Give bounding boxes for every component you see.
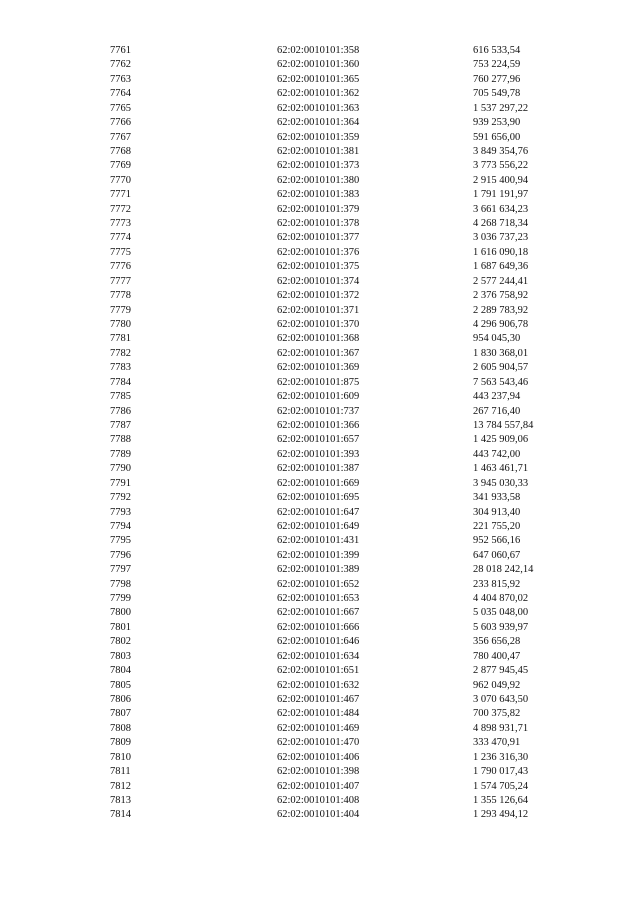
row-number-cell: 7778 [110,290,131,302]
table-row [110,722,593,736]
table-row [110,491,593,505]
cadastral-value-cell: 2 915 400,94 [473,174,529,186]
cadastral-number-cell: 62:02:0010101:407 [277,780,360,792]
table-row [110,44,593,58]
cadastral-number-cell: 62:02:0010101:652 [277,578,360,590]
row-number-cell: 7780 [110,319,131,331]
cadastral-value-cell: 1 537 297,22 [473,102,529,114]
cadastral-number-cell: 62:02:0010101:363 [277,102,360,114]
table-row [110,174,593,188]
cadastral-value-cell: 221 755,20 [473,520,521,532]
cadastral-number-cell: 62:02:0010101:358 [277,45,360,56]
row-number-cell: 7770 [110,174,131,186]
row-number-cell: 7772 [110,203,131,215]
cadastral-number-cell: 62:02:0010101:370 [277,319,360,331]
cadastral-number-cell: 62:02:0010101:634 [277,650,360,662]
cadastral-number-cell: 62:02:0010101:695 [277,492,360,504]
cadastral-number-cell: 62:02:0010101:469 [277,722,360,734]
cadastral-value-cell: 7 563 543,46 [473,376,529,388]
table-row [110,58,593,72]
table-row [110,736,593,750]
cadastral-value-cell: 443 742,00 [473,448,521,460]
cadastral-value-cell: 962 049,92 [473,679,521,691]
cadastral-value-table [110,44,593,823]
table-row [110,707,593,721]
cadastral-value-cell: 4 404 870,02 [473,593,529,605]
table-row [110,433,593,447]
cadastral-number-cell: 62:02:0010101:367 [277,347,360,359]
cadastral-value-cell: 1 425 909,06 [473,434,529,446]
row-number-cell: 7789 [110,448,131,460]
cadastral-value-cell: 356 656,28 [473,636,521,648]
cadastral-number-cell: 62:02:0010101:372 [277,290,360,302]
cadastral-value-cell: 3 945 030,33 [473,477,529,489]
cadastral-number-cell: 62:02:0010101:359 [277,131,360,143]
row-number-cell: 7807 [110,708,131,720]
cadastral-value-cell: 753 224,59 [473,59,521,71]
table-row [110,361,593,375]
cadastral-number-cell: 62:02:0010101:383 [277,189,360,201]
cadastral-value-cell: 443 237,94 [473,391,521,403]
cadastral-number-cell: 62:02:0010101:368 [277,333,360,345]
cadastral-value-cell: 952 566,16 [473,535,521,547]
cadastral-value-cell: 1 830 368,01 [473,347,529,359]
cadastral-value-cell: 1 616 090,18 [473,246,529,258]
row-number-cell: 7771 [110,189,131,201]
table-row [110,534,593,548]
row-number-cell: 7766 [110,117,131,129]
cadastral-number-cell: 62:02:0010101:399 [277,549,360,561]
table-row [110,650,593,664]
table-row [110,794,593,808]
table-row [110,635,593,649]
cadastral-value-cell: 3 070 643,50 [473,693,529,705]
cadastral-number-cell: 62:02:0010101:431 [277,535,360,547]
cadastral-number-cell: 62:02:0010101:378 [277,218,360,230]
table-row [110,289,593,303]
cadastral-number-cell: 62:02:0010101:669 [277,477,360,489]
table-row [110,304,593,318]
row-number-cell: 7777 [110,275,131,287]
cadastral-value-cell: 1 463 461,71 [473,463,529,475]
cadastral-value-cell: 1 791 191,97 [473,189,529,201]
cadastral-number-cell: 62:02:0010101:408 [277,794,360,806]
cadastral-number-cell: 62:02:0010101:387 [277,463,360,475]
cadastral-number-cell: 62:02:0010101:657 [277,434,360,446]
cadastral-value-cell: 705 549,78 [473,88,521,100]
table-row [110,390,593,404]
cadastral-value-cell: 2 376 758,92 [473,290,529,302]
table-row [110,73,593,87]
row-number-cell: 7811 [110,766,131,778]
table-row [110,520,593,534]
table-row [110,231,593,245]
cadastral-number-cell: 62:02:0010101:362 [277,88,360,100]
cadastral-value-cell: 4 898 931,71 [473,722,529,734]
table-row [110,87,593,101]
table-row [110,217,593,231]
row-number-cell: 7804 [110,665,131,677]
cadastral-number-cell: 62:02:0010101:653 [277,593,360,605]
cadastral-number-cell: 62:02:0010101:380 [277,174,360,186]
cadastral-number-cell: 62:02:0010101:376 [277,246,360,258]
table-row [110,679,593,693]
row-number-cell: 7788 [110,434,131,446]
row-number-cell: 7813 [110,794,131,806]
cadastral-value-cell: 760 277,96 [473,73,521,85]
table-body [110,44,593,823]
row-number-cell: 7773 [110,218,131,230]
table-row [110,260,593,274]
table-row [110,592,593,606]
cadastral-value-cell: 1 790 017,43 [473,766,529,778]
cadastral-value-cell: 4 268 718,34 [473,218,529,230]
cadastral-number-cell: 62:02:0010101:389 [277,564,360,576]
cadastral-number-cell: 62:02:0010101:377 [277,232,360,244]
table-row [110,145,593,159]
table-row [110,318,593,332]
row-number-cell: 7808 [110,722,131,734]
table-row [110,131,593,145]
row-number-cell: 7765 [110,102,131,114]
cadastral-value-cell: 28 018 242,14 [473,564,534,576]
table-row [110,477,593,491]
cadastral-number-cell: 62:02:0010101:666 [277,621,360,633]
cadastral-number-cell: 62:02:0010101:649 [277,520,360,532]
row-number-cell: 7805 [110,679,131,691]
cadastral-number-cell: 62:02:0010101:373 [277,160,360,172]
table-row [110,780,593,794]
cadastral-number-cell: 62:02:0010101:737 [277,405,360,417]
row-number-cell: 7797 [110,564,131,576]
cadastral-number-cell: 62:02:0010101:369 [277,362,360,374]
table-row [110,448,593,462]
row-number-cell: 7793 [110,506,131,518]
cadastral-value-cell: 939 253,90 [473,117,521,129]
table-row [110,116,593,130]
cadastral-number-cell: 62:02:0010101:404 [277,809,360,821]
table-row [110,347,593,361]
cadastral-number-cell: 62:02:0010101:406 [277,751,360,763]
table-row [110,606,593,620]
cadastral-number-cell: 62:02:0010101:375 [277,261,360,273]
cadastral-value-cell: 304 913,40 [473,506,521,518]
table-row [110,159,593,173]
cadastral-value-cell: 616 533,54 [473,45,521,56]
cadastral-value-cell: 1 687 649,36 [473,261,529,273]
row-number-cell: 7790 [110,463,131,475]
cadastral-value-cell: 1 355 126,64 [473,794,529,806]
row-number-cell: 7763 [110,73,131,85]
cadastral-value-cell: 780 400,47 [473,650,521,662]
row-number-cell: 7781 [110,333,131,345]
table-row [110,664,593,678]
cadastral-value-cell: 2 877 945,45 [473,665,529,677]
row-number-cell: 7810 [110,751,131,763]
row-number-cell: 7800 [110,607,131,619]
cadastral-value-cell: 13 784 557,84 [473,419,534,431]
row-number-cell: 7782 [110,347,131,359]
row-number-cell: 7787 [110,419,131,431]
cadastral-number-cell: 62:02:0010101:609 [277,391,360,403]
cadastral-number-cell: 62:02:0010101:374 [277,275,360,287]
table-row [110,332,593,346]
cadastral-value-cell: 3 773 556,22 [473,160,529,172]
row-number-cell: 7762 [110,59,131,71]
cadastral-value-cell: 2 605 904,57 [473,362,529,374]
row-number-cell: 7802 [110,636,131,648]
cadastral-value-cell: 1 293 494,12 [473,809,529,821]
cadastral-value-cell: 5 035 048,00 [473,607,529,619]
cadastral-number-cell: 62:02:0010101:381 [277,145,360,157]
table-row [110,188,593,202]
row-number-cell: 7814 [110,809,131,821]
cadastral-number-cell: 62:02:0010101:647 [277,506,360,518]
cadastral-value-cell: 591 656,00 [473,131,521,143]
cadastral-number-cell: 62:02:0010101:470 [277,737,360,749]
cadastral-number-cell: 62:02:0010101:651 [277,665,360,677]
table-row [110,506,593,520]
cadastral-value-cell: 1 574 705,24 [473,780,529,792]
table-row [110,765,593,779]
cadastral-value-cell: 1 236 316,30 [473,751,529,763]
row-number-cell: 7764 [110,88,131,100]
table-row [110,405,593,419]
cadastral-value-cell: 4 296 906,78 [473,319,529,331]
cadastral-number-cell: 62:02:0010101:393 [277,448,360,460]
table-row [110,203,593,217]
table-row [110,751,593,765]
row-number-cell: 7761 [110,45,131,56]
row-number-cell: 7768 [110,145,131,157]
row-number-cell: 7794 [110,520,131,532]
table-row [110,578,593,592]
row-number-cell: 7809 [110,737,131,749]
cadastral-number-cell: 62:02:0010101:646 [277,636,360,648]
table-row [110,102,593,116]
cadastral-number-cell: 62:02:0010101:366 [277,419,360,431]
table-row [110,693,593,707]
table-row [110,275,593,289]
table-row [110,621,593,635]
cadastral-number-cell: 62:02:0010101:360 [277,59,360,71]
cadastral-number-cell: 62:02:0010101:484 [277,708,360,720]
cadastral-number-cell: 62:02:0010101:875 [277,376,360,388]
cadastral-value-cell: 3 036 737,23 [473,232,529,244]
row-number-cell: 7783 [110,362,131,374]
row-number-cell: 7767 [110,131,131,143]
cadastral-number-cell: 62:02:0010101:632 [277,679,360,691]
row-number-cell: 7784 [110,376,131,388]
row-number-cell: 7776 [110,261,131,273]
cadastral-value-cell: 3 849 354,76 [473,145,529,157]
table-row [110,549,593,563]
row-number-cell: 7812 [110,780,131,792]
table-row [110,462,593,476]
row-number-cell: 7806 [110,693,131,705]
row-number-cell: 7791 [110,477,131,489]
row-number-cell: 7786 [110,405,131,417]
row-number-cell: 7796 [110,549,131,561]
table-row [110,246,593,260]
cadastral-value-cell: 647 060,67 [473,549,521,561]
cadastral-value-cell: 3 661 634,23 [473,203,529,215]
row-number-cell: 7799 [110,593,131,605]
cadastral-value-cell: 333 470,91 [473,737,521,749]
cadastral-value-cell: 233 815,92 [473,578,521,590]
cadastral-number-cell: 62:02:0010101:364 [277,117,360,129]
cadastral-number-cell: 62:02:0010101:379 [277,203,360,215]
table-row [110,376,593,390]
row-number-cell: 7801 [110,621,131,633]
cadastral-value-cell: 267 716,40 [473,405,521,417]
table-row [110,419,593,433]
cadastral-value-cell: 2 577 244,41 [473,275,529,287]
cadastral-number-cell: 62:02:0010101:398 [277,766,360,778]
table-row [110,808,593,822]
row-number-cell: 7785 [110,391,131,403]
row-number-cell: 7769 [110,160,131,172]
cadastral-value-cell: 954 045,30 [473,333,521,345]
table-row [110,563,593,577]
cadastral-value-cell: 341 933,58 [473,492,521,504]
cadastral-number-cell: 62:02:0010101:365 [277,73,360,85]
cadastral-number-cell: 62:02:0010101:667 [277,607,360,619]
row-number-cell: 7798 [110,578,131,590]
row-number-cell: 7779 [110,304,131,316]
row-number-cell: 7774 [110,232,131,244]
cadastral-value-cell: 5 603 939,97 [473,621,529,633]
cadastral-number-cell: 62:02:0010101:467 [277,693,360,705]
cadastral-number-cell: 62:02:0010101:371 [277,304,360,316]
row-number-cell: 7795 [110,535,131,547]
cadastral-value-cell: 2 289 783,92 [473,304,529,316]
row-number-cell: 7803 [110,650,131,662]
row-number-cell: 7792 [110,492,131,504]
cadastral-value-cell: 700 375,82 [473,708,521,720]
row-number-cell: 7775 [110,246,131,258]
